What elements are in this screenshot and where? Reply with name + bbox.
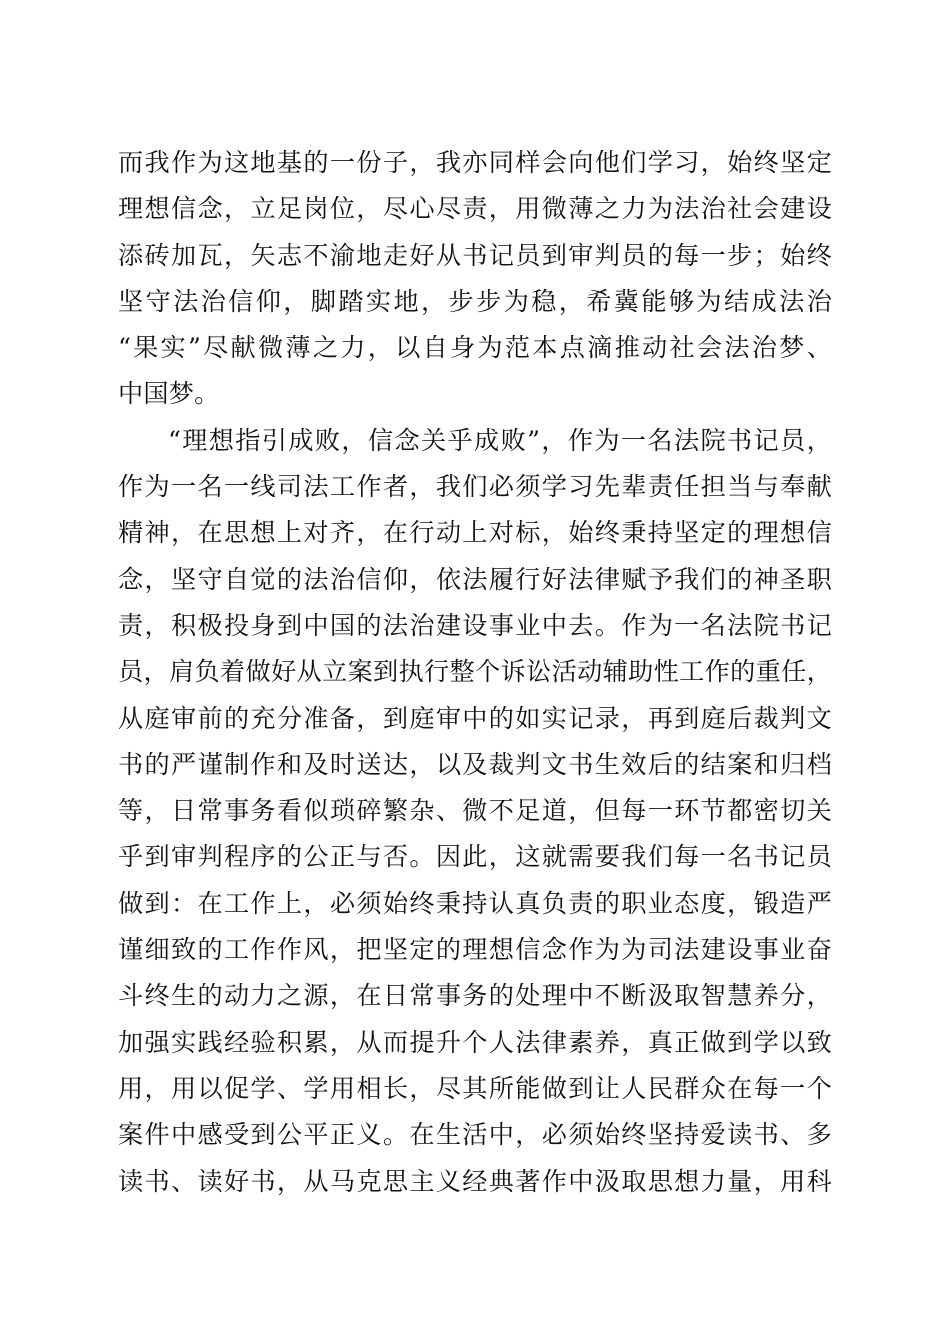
text-line: 念，坚守自觉的法治信仰，依法履行好法律赋予我们的神圣职 <box>118 564 832 594</box>
text-line: 中国梦。 <box>118 379 220 409</box>
text-line: 作为一名一线司法工作者，我们必须学习先辈责任担当与奉献 <box>118 472 832 502</box>
text-line: 书的严谨制作和及时送达，以及裁判文书生效后的结案和归档 <box>118 749 832 779</box>
text-line: “果实”尽献微薄之力，以自身为范本点滴推动社会法治梦、 <box>118 333 832 363</box>
text-line: “理想指引成败，信念关乎成败”，作为一名法院书记员， <box>168 425 832 455</box>
text-line: 等，日常事务看似琐碎繁杂、微不足道，但每一环节都密切关 <box>118 796 832 826</box>
paragraph-1 <box>118 140 832 418</box>
text-line: 谨细致的工作作风，把坚定的理想信念作为为司法建设事业奋 <box>118 935 832 965</box>
text-line: 而我作为这地基的一份子，我亦同样会向他们学习，始终坚定 <box>118 148 832 177</box>
text-line: 读书、读好书，从马克思主义经典著作中汲取思想力量，用科 <box>118 1166 832 1196</box>
text-line: 坚守法治信仰，脚踏实地，步步为稳，希冀能够为结成法治 <box>118 286 832 316</box>
text-line: 用，用以促学、学用相长，尽其所能做到让人民群众在每一个 <box>118 1073 832 1103</box>
text-line: 精神，在思想上对齐，在行动上对标，始终秉持坚定的理想信 <box>118 518 832 548</box>
text-line: 从庭审前的充分准备，到庭审中的如实记录，再到庭后裁判文 <box>118 703 832 733</box>
text-line: 乎到审判程序的公正与否。因此，这就需要我们每一名书记员 <box>118 842 832 872</box>
text-line: 理想信念，立足岗位，尽心尽责，用微薄之力为法治社会建设 <box>118 194 832 224</box>
text-line: 案件中感受到公平正义。在生活中，必须始终坚持爱读书、多 <box>118 1120 832 1150</box>
text-line: 添砖加瓦，矢志不渝地走好从书记员到审判员的每一步；始终 <box>118 240 832 270</box>
text-line: 加强实践经验积累，从而提升个人法律素养，真正做到学以致 <box>118 1027 832 1057</box>
text-line: 责，积极投身到中国的法治建设事业中去。作为一名法院书记 <box>118 610 832 640</box>
document-body <box>118 140 832 1205</box>
paragraph-2 <box>118 418 832 1205</box>
text-line: 斗终生的动力之源，在日常事务的处理中不断汲取智慧养分， <box>118 981 832 1011</box>
text-line: 做到：在工作上，必须始终秉持认真负责的职业态度，锻造严 <box>118 888 832 918</box>
text-line: 员，肩负着做好从立案到执行整个诉讼活动辅助性工作的重任， <box>118 657 832 687</box>
